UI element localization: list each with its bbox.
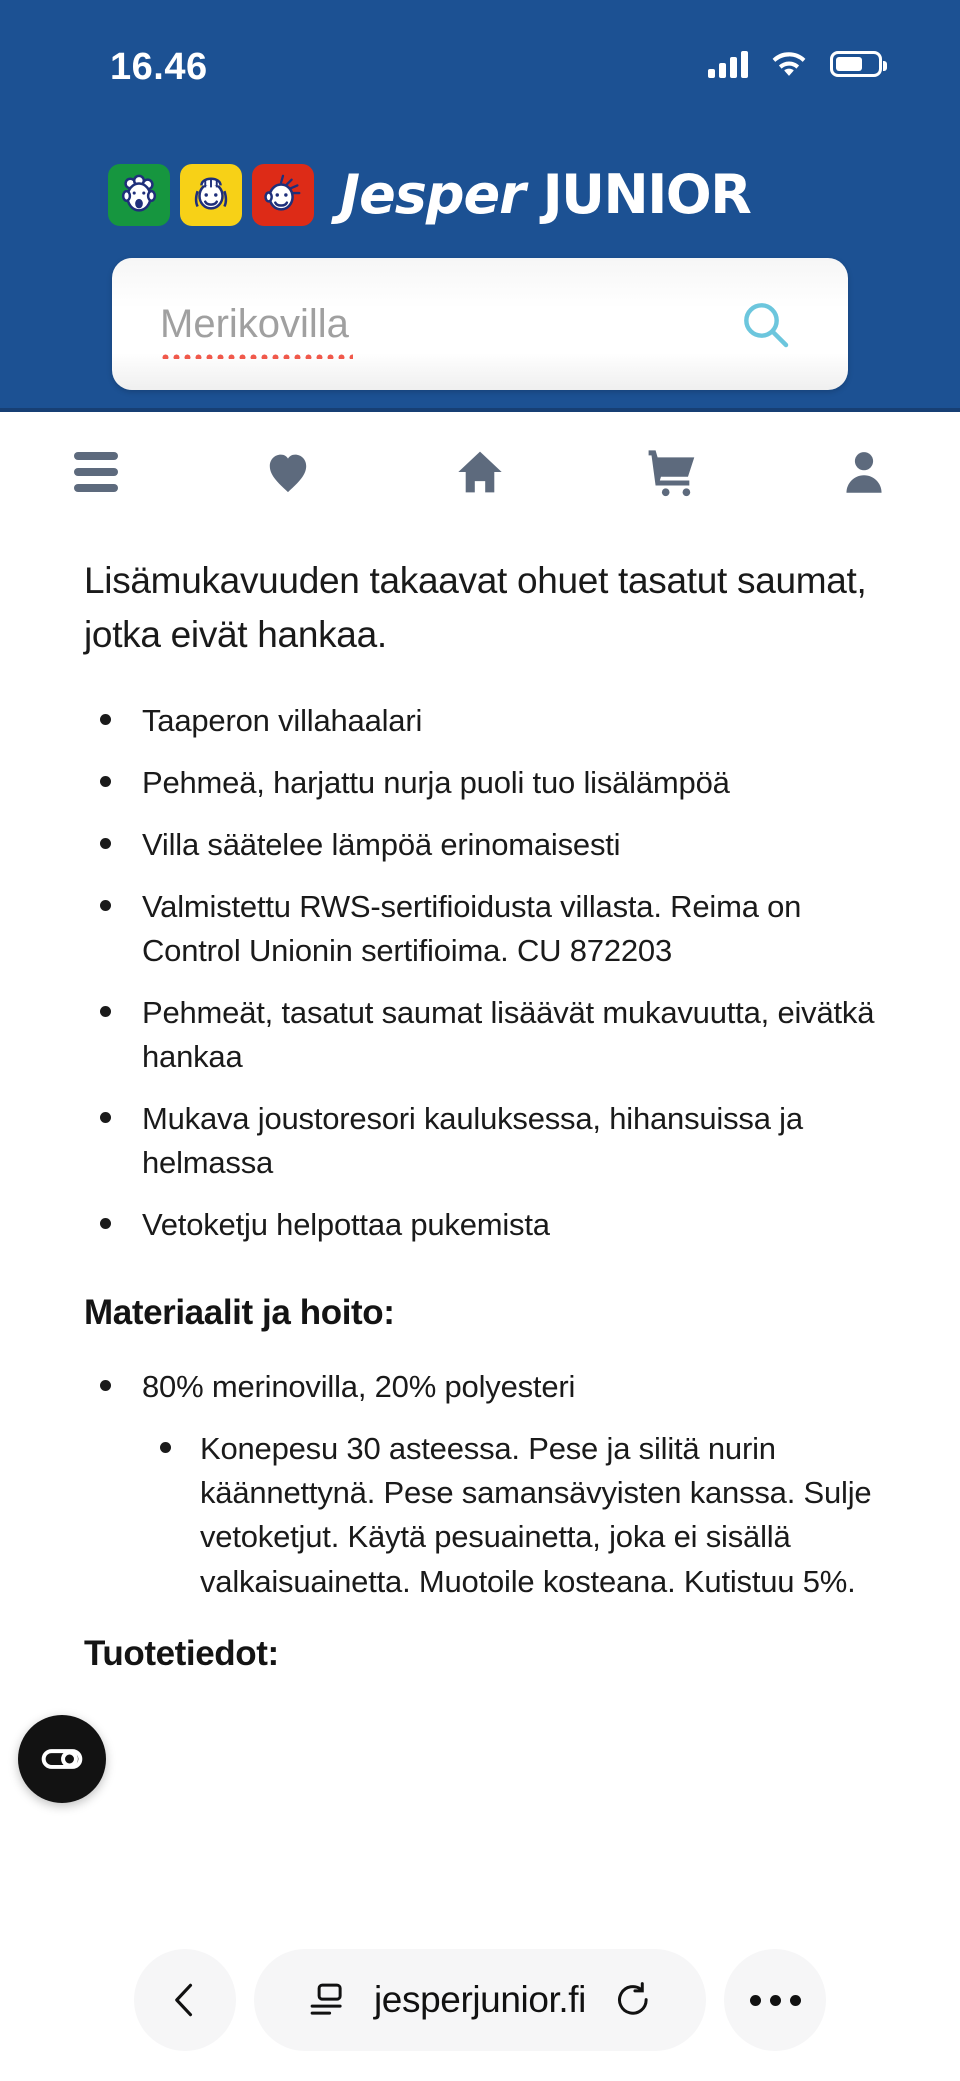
list-item: Villa säätelee lämpöä erinomaisesti: [60, 823, 900, 867]
cart-icon[interactable]: [644, 445, 700, 499]
list-item: Pehmeät, tasatut saumat lisäävät mukavuutta, eivätkä hankaa: [60, 991, 900, 1079]
browser-toolbar: [0, 1919, 960, 2081]
list-item: Vetoketju helpottaa pukemista: [60, 1203, 900, 1247]
content-fade-overlay: [0, 1799, 960, 1919]
logo-face-green: [108, 164, 170, 226]
heart-icon[interactable]: [261, 446, 315, 498]
care-list: [142, 1427, 900, 1603]
reload-icon[interactable]: [612, 1979, 654, 2021]
address-bar[interactable]: [254, 1949, 706, 2051]
reader-mode-icon[interactable]: [306, 1979, 348, 2021]
feature-list: [60, 699, 900, 1247]
nav-item-account[interactable]: [768, 416, 960, 528]
home-icon[interactable]: [453, 446, 507, 498]
list-item: Pehmeä, harjattu nurja puoli tuo lisälämpöä: [60, 761, 900, 805]
description-lead: Lisämukavuuden takaavat ohuet tasatut saumat, jotka eivät hankaa.: [84, 560, 867, 655]
list-item: Valmistettu RWS-sertifioidusta villasta. Reima on Control Unionin sertifioima. CU 872203: [60, 885, 900, 973]
status-bar: [0, 0, 960, 110]
back-chevron-icon[interactable]: [163, 1978, 207, 2022]
url-text[interactable]: jesperjunior.fi: [373, 1979, 586, 2020]
logo-face-yellow: [180, 164, 242, 226]
next-section-heading: Tuotetiedot:: [84, 1633, 279, 1673]
list-item: Mukava joustoresori kauluksessa, hihansuissa ja helmassa: [60, 1097, 900, 1185]
brand-name: [340, 163, 750, 226]
cellular-signal-icon: [708, 50, 748, 78]
nav-item-favorites[interactable]: [192, 416, 384, 528]
account-icon[interactable]: [837, 446, 891, 498]
list-item: Konepesu 30 asteessa. Pese ja silitä nurin käännettynä. Pese samansävyisten kanssa. Sulje vetoketjut. Käytä pesuainetta, joka ei sisällä valkaisuainetta. Muotoile kosteana. Kutistuu 5%.: [142, 1427, 900, 1603]
wifi-icon: [770, 50, 808, 78]
search-icon[interactable]: [736, 295, 794, 353]
brand-name-bold: JUNIOR: [542, 163, 751, 226]
cookie-consent-button[interactable]: [18, 1715, 106, 1803]
search-bar[interactable]: [112, 258, 848, 390]
site-header: [0, 0, 960, 412]
status-time: 16.46: [110, 46, 208, 88]
battery-icon: [830, 51, 882, 77]
cookie-toggle-icon[interactable]: [37, 1734, 87, 1784]
brand-name-script: Jesper: [340, 163, 543, 226]
materials-heading: Materiaalit ja hoito:: [84, 1293, 395, 1333]
search-input[interactable]: Merikovilla: [160, 301, 349, 346]
main-navigation: [0, 416, 960, 528]
more-options-icon[interactable]: [750, 1995, 801, 2006]
nav-item-cart[interactable]: [576, 416, 768, 528]
back-button[interactable]: [134, 1949, 236, 2051]
list-item: Taaperon villahaalari: [60, 699, 900, 743]
list-item: [60, 1365, 900, 1603]
menu-icon[interactable]: [74, 452, 118, 492]
status-indicators: [708, 50, 882, 78]
more-options-button[interactable]: [724, 1949, 826, 2051]
brand-logo[interactable]: [108, 163, 750, 226]
logo-face-red: [252, 164, 314, 226]
nav-item-home[interactable]: [384, 416, 576, 528]
product-description: [0, 528, 960, 1674]
materials-composition: 80% merinovilla, 20% polyesteri: [142, 1369, 576, 1405]
nav-item-menu[interactable]: [0, 416, 192, 528]
materials-list: [60, 1365, 900, 1603]
